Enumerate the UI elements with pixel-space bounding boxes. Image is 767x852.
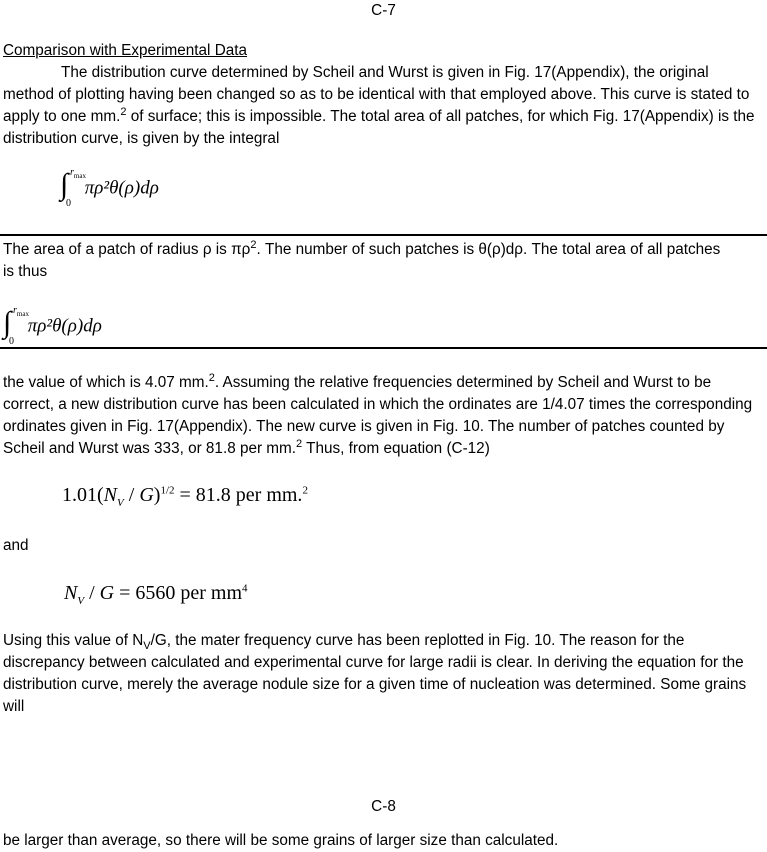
eq2-sub-v: V	[77, 595, 85, 607]
integral-expression-1	[60, 167, 159, 209]
para4-text-b: /G, the mater frequency curve has been replotted in Fig. 10. The reason for the discrepancy between calculated and experimental curve for large radii is clear. In deriving the equation for the distribution curve, merely the average nodule size for a given time of nucleation was determined. Some grains will	[3, 632, 747, 715]
para2-sup: 2	[250, 238, 257, 251]
eq2-rhs: = 6560 per mm	[114, 582, 243, 604]
eq2-rhs-sup: 4	[242, 582, 248, 595]
paragraph-intro	[3, 62, 763, 150]
paragraph-patch-area	[3, 239, 763, 283]
integral-2-integrand: πρ²θ(ρ)dρ	[27, 315, 102, 337]
para1-text-after: of surface; this is impossible. The total area of all patches, for which Fig. 17(Appendix) is the distribution curve, is given by the integral	[3, 108, 755, 147]
page-number-top: C-7	[371, 2, 396, 19]
para2-line2: is thus	[3, 263, 48, 280]
para1-sup: 2	[120, 105, 127, 118]
eq1-exp: 1/2	[160, 484, 175, 497]
horizontal-rule-2	[0, 347, 767, 349]
para3-sup-b: 2	[296, 437, 303, 450]
integral-sign-2: ∫ $r_{max}$ 0	[3, 305, 29, 347]
eq1-var-g: G	[139, 484, 154, 506]
horizontal-rule-1	[0, 234, 767, 236]
para4-sub: V	[143, 640, 151, 653]
connector-and: and	[3, 537, 29, 554]
integral-2-upper: r	[13, 305, 17, 316]
integral-1-integrand: πρ²θ(ρ)dρ	[84, 177, 159, 199]
eq1-close: )	[153, 484, 161, 506]
heading-text: Comparison with Experimental Data	[3, 42, 248, 59]
eq1-rhs-sup: 2	[302, 484, 308, 497]
integral-1-lower: 0	[66, 198, 71, 209]
equation-1	[62, 484, 308, 509]
eq1-coef: 1.01(	[62, 484, 104, 506]
eq2-var-n: N	[64, 582, 78, 604]
equation-2	[64, 582, 248, 607]
eq2-var-g: G	[99, 582, 115, 604]
paragraph-continued: be larger than average, so there will be some grains of larger size than calculated.	[3, 832, 559, 849]
paragraph-value	[3, 372, 763, 460]
integral-1-upper: r	[70, 167, 74, 178]
integral-1-upper-sub: max	[73, 172, 86, 180]
section-heading	[3, 40, 763, 62]
para3-sup-a: 2	[208, 371, 215, 384]
para2-line1-b: . The number of such patches is θ(ρ)dρ. The total area of all patches	[256, 241, 721, 258]
para3-text-b: . Assuming the relative frequencies determined by Scheil and Wurst to be correct, a new distribution curve has been calculated in which the ordinates are 1/4.07 times the corresponding ordinates given in Fig. 17(Appendix). The new curve is given in Fig. 10. The number of patches counted by Scheil and Wurst was 333, or 81.8 per mm.	[3, 374, 753, 457]
integral-expression-2	[3, 305, 102, 347]
para2-line1-a: The area of a patch of radius ρ is πρ	[3, 241, 251, 258]
integral-2-lower: 0	[9, 336, 14, 347]
eq1-mid: /	[123, 484, 140, 506]
para3-text-c: Thus, from equation (C-12)	[302, 440, 490, 457]
integral-2-upper-sub: max	[16, 310, 29, 318]
para4-text-a: Using this value of N	[3, 632, 144, 649]
integral-sign-1: ∫ $r_{max}$ 0	[60, 167, 86, 209]
eq1-var-n: N	[103, 484, 118, 506]
eq1-sub-v: V	[117, 497, 124, 509]
eq2-mid: /	[84, 582, 100, 604]
paragraph-replotted	[3, 630, 763, 718]
eq1-rhs: = 81.8 per mm.	[174, 484, 303, 506]
para3-text-a: the value of which is 4.07 mm.	[3, 374, 209, 391]
page-number-bottom: C-8	[371, 798, 396, 815]
para1-text: The distribution curve determined by Scheil and Wurst is given in Fig. 17(Appendix), the original method of plotting having been changed so as to be identical with that employed above. This curve is stated to apply to one mm.	[3, 64, 750, 125]
